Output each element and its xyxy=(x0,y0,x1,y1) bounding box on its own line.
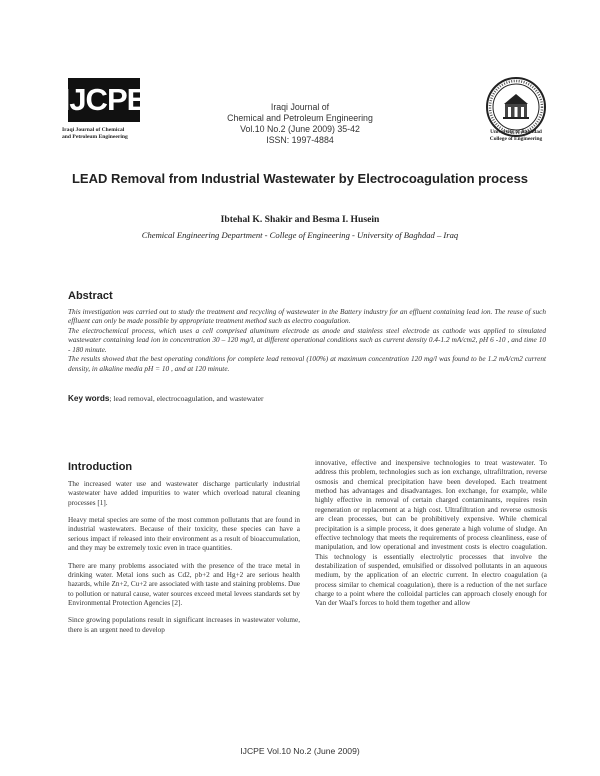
journal-logo-text: IJCPE xyxy=(61,82,147,117)
journal-issn: ISSN: 1997-4884 xyxy=(266,134,334,145)
university-seal-caption: University of Baghdad College of Engineering xyxy=(489,129,543,142)
keywords xyxy=(68,394,546,403)
abstract-heading: Abstract xyxy=(68,290,113,302)
abstract-paragraph: The results showed that the best operating conditions for complete lead removal (100%) at maximum concentration 120 mg/l was found to be 1.2 mA/cm2 current density, in alkaline media pH = 10 , and at 120 minute. xyxy=(68,354,546,373)
page-footer: IJCPE Vol.10 No.2 (June 2009) xyxy=(240,746,360,756)
body-column-left xyxy=(68,480,300,643)
journal-logo xyxy=(61,78,147,122)
abstract-body xyxy=(68,307,546,373)
journal-name-line2: Chemical and Petroleum Engineering xyxy=(227,112,373,123)
body-column-right xyxy=(315,459,547,617)
keywords-text: ; lead removal, electrocoagulation, and wastewater xyxy=(109,394,264,403)
paper-authors: Ibtehal K. Shakir and Besma I. Husein xyxy=(220,214,380,225)
journal-info xyxy=(180,102,420,146)
introduction-heading: Introduction xyxy=(68,461,133,473)
body-paragraph: innovative, effective and inexpensive technologies to treat wastewater. To address this problem, technologies such as ion exchange, ultrafiltration, reverse osmosis and chemical precipitation have been developed. Each treatment method has advantages and disadvantages. Ion exchange, for example, while highly effective in removal of certain charged contaminants, requires resin regeneration or replacement at a high cost. Ultrafiltration and reverse osmosis are clean processes, but can be prohibitively expensive. While chemical precipitation is a simple process, it does generate a high volume of sludge. An effective technology that meets the requirements of process cleanliness, ease of manipulation, and low operational and investment costs is electro coagulation. This technology is essentially electrolytic processes that involve the destabilization of suspended, emulsified or dissolved pollutants in an aqueous medium, by the application of an electric current. In electro coagulation (a process similar to chemical coagulation), there is a reduction of the net surface charge to a point where the colloidal particles can approach closely enough for Van der Waal's forces to hold them together and allow xyxy=(315,459,547,608)
paper-affiliation: Chemical Engineering Department - College of Engineering - University of Baghdad – Iraq xyxy=(141,230,459,240)
abstract-paragraph: The electrochemical process, which uses a cell comprised aluminum electrode as anode and stainless steel electrode as cathode was applied to simulated wastewater containing lead ion in concentration 30 – 120 mg/l, at different operational conditions such as current density 0.4-1.2 mA/cm2, pH 6 -10 , and time 10 - 180 minute. xyxy=(68,325,546,354)
body-paragraph: Heavy metal species are some of the most common pollutants that are found in industrial wastewaters. Because of their toxicity, these species can have a serious impact if released into their environment as a result of bioaccumulation, and they may be extremely toxic even in trace quantities. xyxy=(68,516,300,553)
body-paragraph: The increased water use and wastewater discharge particularly industrial wastewater have added impurities to water which overload natural cleaning processes [1]. xyxy=(68,480,300,507)
keywords-label: Key words xyxy=(68,394,110,403)
body-paragraph: Since growing populations result in significant increases in wastewater volume, there is an urgent need to develop xyxy=(68,616,300,634)
body-paragraph: There are many problems associated with the presence of the trace metal in drinking water. Metal ions such as Cd2, pb+2 and Hg+2 are serious health hazards, while Zn+2, Cu+2 are associated with taste and staining problems. Due to pollution or natural cause, water sources exceed metal levees standards set by Environmental Protection Agencies [2]. xyxy=(68,561,300,607)
abstract-paragraph: This investigation was carried out to study the treatment and recycling of wastewater in the Battery industry for an effluent containing lead ion. The reuse of such effluent can only be made possible by appropriate treatment method such as electro coagulation. xyxy=(68,307,546,326)
journal-name-line1: Iraqi Journal of xyxy=(270,102,330,112)
journal-volume: Vol.10 No.2 (June 2009) 35-42 xyxy=(240,123,360,134)
paper-title: LEAD Removal from Industrial Wastewater by Electrocoagulation process xyxy=(71,171,529,186)
journal-logo-caption: Iraqi Journal of Chemical and Petroleum Engineering xyxy=(62,127,128,140)
